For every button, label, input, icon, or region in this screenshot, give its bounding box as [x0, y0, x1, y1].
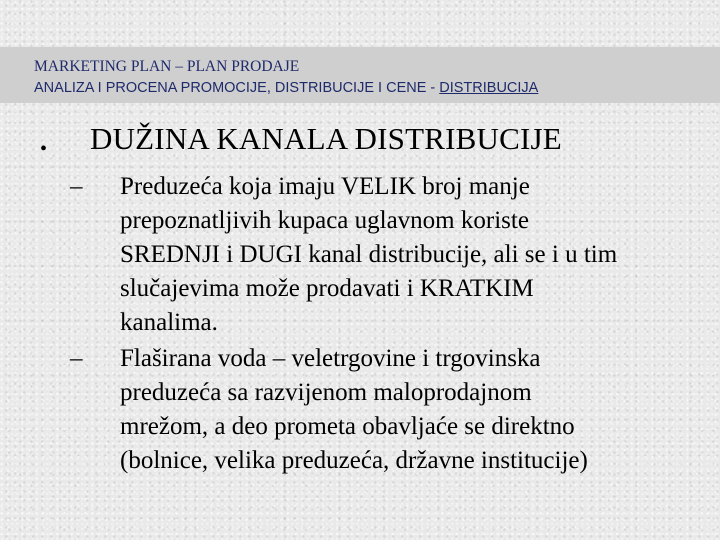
- text-line: slučajevima može prodavati i KRATKIM: [120, 275, 534, 302]
- header-title: MARKETING PLAN – PLAN PRODAJE: [34, 58, 300, 75]
- text-line: Flaširana voda – veletrgovine i trgovinska: [120, 345, 541, 372]
- bullet-marker: •: [40, 138, 48, 160]
- text-line: (bolnice, velika preduzeća, državne institucije): [120, 447, 588, 474]
- text-line: mrežom, a deo prometa obavljaće se direktno: [120, 413, 575, 440]
- text-line: Preduzeća koja imaju VELIK broj manje: [120, 173, 530, 200]
- text-line: prepoznatljivih kupaca uglavnom koriste: [120, 207, 529, 234]
- section-heading: DUŽINA KANALA DISTRIBUCIJE: [90, 121, 562, 156]
- sub-item-text: [120, 342, 700, 478]
- text-line: kanalima.: [120, 309, 218, 336]
- sub-item-text: [120, 170, 700, 340]
- dash-marker: –: [70, 345, 83, 372]
- header-subtitle: [34, 80, 538, 96]
- header-subtitle-prefix: ANALIZA I PROCENA PROMOCIJE, DISTRIBUCIJE I CENE -: [34, 80, 440, 96]
- text-line: preduzeća sa razvijenom maloprodajnom: [120, 379, 532, 406]
- dash-marker: –: [70, 173, 83, 200]
- header-subtitle-highlight: DISTRIBUCIJA: [439, 80, 539, 96]
- text-line: SREDNJI i DUGI kanal distribucije, ali se i u tim: [120, 241, 618, 268]
